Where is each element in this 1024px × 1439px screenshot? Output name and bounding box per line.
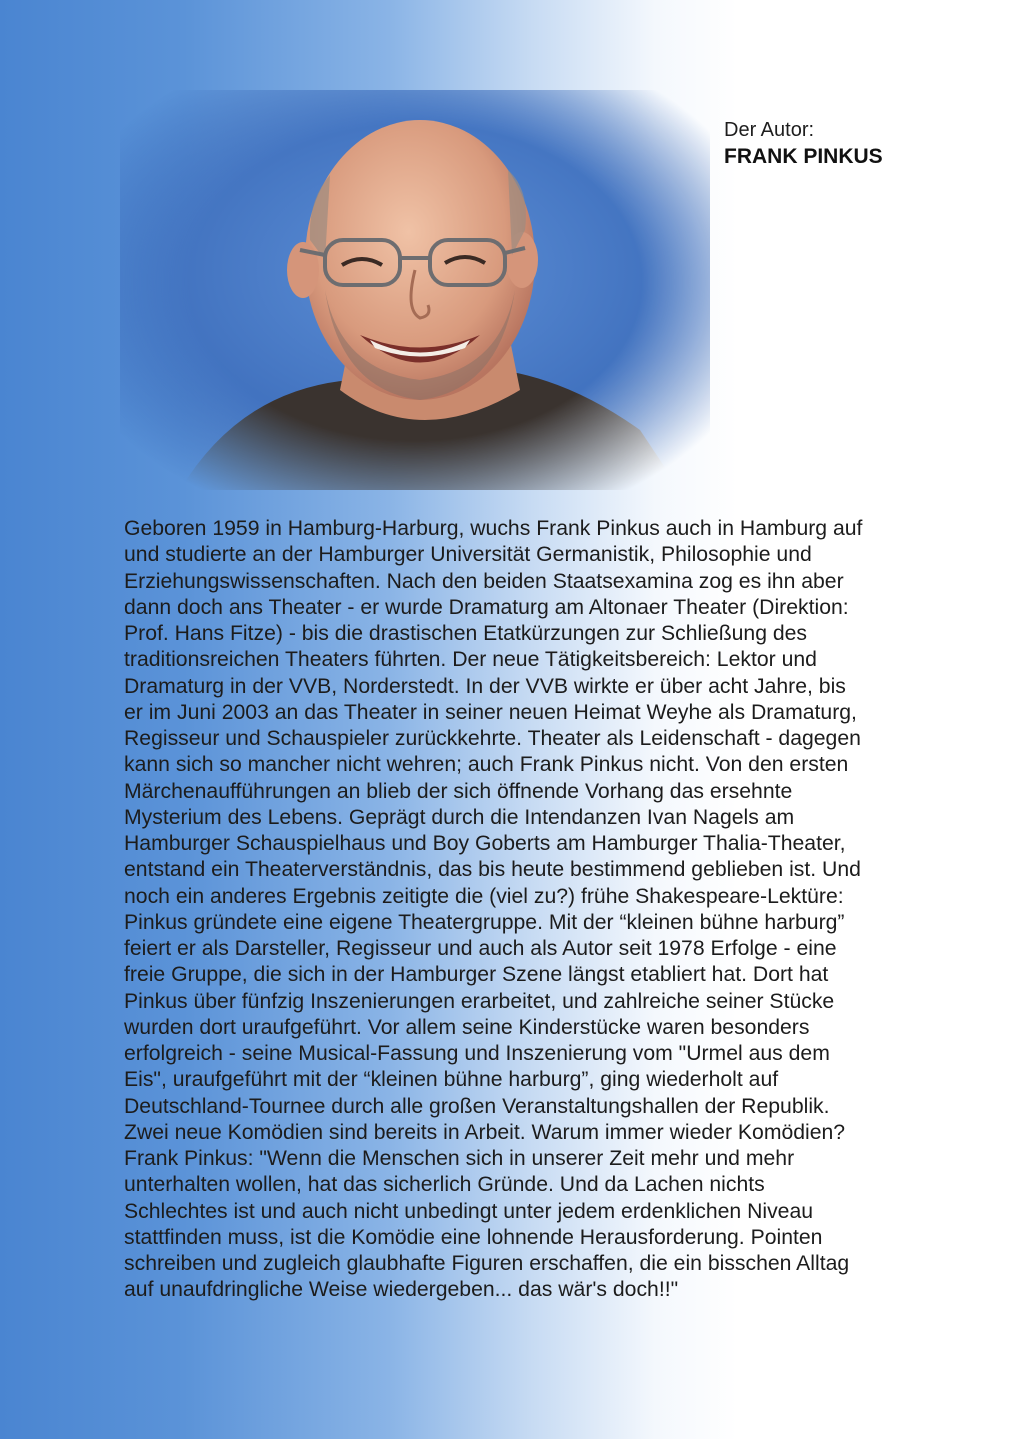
bio-line: er im Juni 2003 an das Theater in seiner neuen Heimat Weyhe als Dramaturg, [124, 700, 857, 724]
bio-line: dann doch ans Theater - er wurde Dramaturg am Altonaer Theater (Direktion: [124, 595, 849, 619]
bio-line: traditionsreichen Theaters führten. Der neue Tätigkeitsbereich: Lektor und [124, 648, 817, 672]
bio-line: Regisseur und Schauspieler zurückkehrte. Theater als Leidenschaft - dagegen [124, 727, 861, 750]
bio-line: auf unaufdringliche Weise wiedergeben... das wär's doch!!" [124, 1278, 679, 1302]
bio-line: Geboren 1959 in Hamburg-Harburg, wuchs Frank Pinkus auch in Hamburg auf [124, 517, 863, 540]
bio-line: wurden dort uraufgeführt. Vor allem seine Kinderstücke waren besonders [124, 1015, 810, 1039]
bio-line: entstand ein Theaterverständnis, das bis heute bestimmend geblieben ist. Und [124, 858, 861, 882]
bio-line: Pinkus gründete eine eigene Theatergruppe. Mit der “kleinen bühne harburg” [124, 910, 845, 934]
bio-line: feiert er als Darsteller, Regisseur und auch als Autor seit 1978 Erfolge - eine [124, 937, 837, 960]
bio-line: erfolgreich - seine Musical-Fassung und Inszenierung vom "Urmel aus dem [124, 1042, 830, 1065]
bio-line: Erziehungswissenschaften. Nach den beiden Staatsexamina zog es ihn aber [124, 569, 844, 593]
bio-line: Hamburger Schauspielhaus und Boy Goberts am Hamburger Thalia-Theater, [124, 832, 846, 855]
author-portrait [120, 90, 710, 490]
bio-line: freie Gruppe, die sich in der Hamburger Szene längst etabliert hat. Dort hat [124, 963, 829, 987]
bio-line: Mysterium des Lebens. Geprägt durch die Intendanzen Ivan Nagels am [124, 805, 795, 829]
bio-line: Deutschland-Tournee durch alle großen Veranstaltungshallen der Republik. [124, 1094, 830, 1118]
bio-line: Frank Pinkus: "Wenn die Menschen sich in unserer Zeit mehr und mehr [124, 1147, 795, 1170]
biography-text [124, 516, 964, 1304]
bio-line: und studierte an der Hamburger Universität Germanistik, Philosophie und [124, 543, 812, 567]
bio-line: Prof. Hans Fitze) - bis die drastischen Etatkürzungen zur Schließung des [124, 622, 808, 645]
bio-line: Eis", uraufgeführt mit der “kleinen bühne harburg”, ging wiederholt auf [124, 1068, 779, 1092]
bio-line: Dramaturg in der VVB, Norderstedt. In der VVB wirkte er über acht Jahre, bis [124, 674, 846, 698]
bio-line: stattfinden muss, ist die Komödie eine lohnende Herausforderung. Pointen [124, 1225, 823, 1249]
bio-line: Märchenaufführungen an blieb der sich öffnende Vorhang das ersehnte [124, 779, 793, 803]
author-name: FRANK PINKUS [724, 145, 883, 168]
author-label: Der Autor: [724, 119, 815, 141]
bio-line: Schlechtes ist und auch nicht unbedingt unter jedem erdenklichen Niveau [124, 1199, 814, 1223]
bio-line: kann sich so mancher nicht wehren; auch Frank Pinkus nicht. Von den ersten [124, 753, 849, 777]
bio-line: Pinkus über fünfzig Inszenierungen erarbeitet, und zahlreiche seiner Stücke [124, 989, 835, 1013]
bio-line: unterhalten wollen, hat das sicherlich Gründe. Und da Lachen nichts [124, 1173, 765, 1197]
bio-line: Zwei neue Komödien sind bereits in Arbeit. Warum immer wieder Komödien? [124, 1120, 846, 1144]
bio-line: noch ein anderes Ergebnis zeitigte die (viel zu?) frühe Shakespeare-Lektüre: [124, 884, 844, 908]
bio-line: schreiben und zugleich glaubhafte Figuren erschaffen, die ein bisschen Alltag [124, 1252, 850, 1275]
